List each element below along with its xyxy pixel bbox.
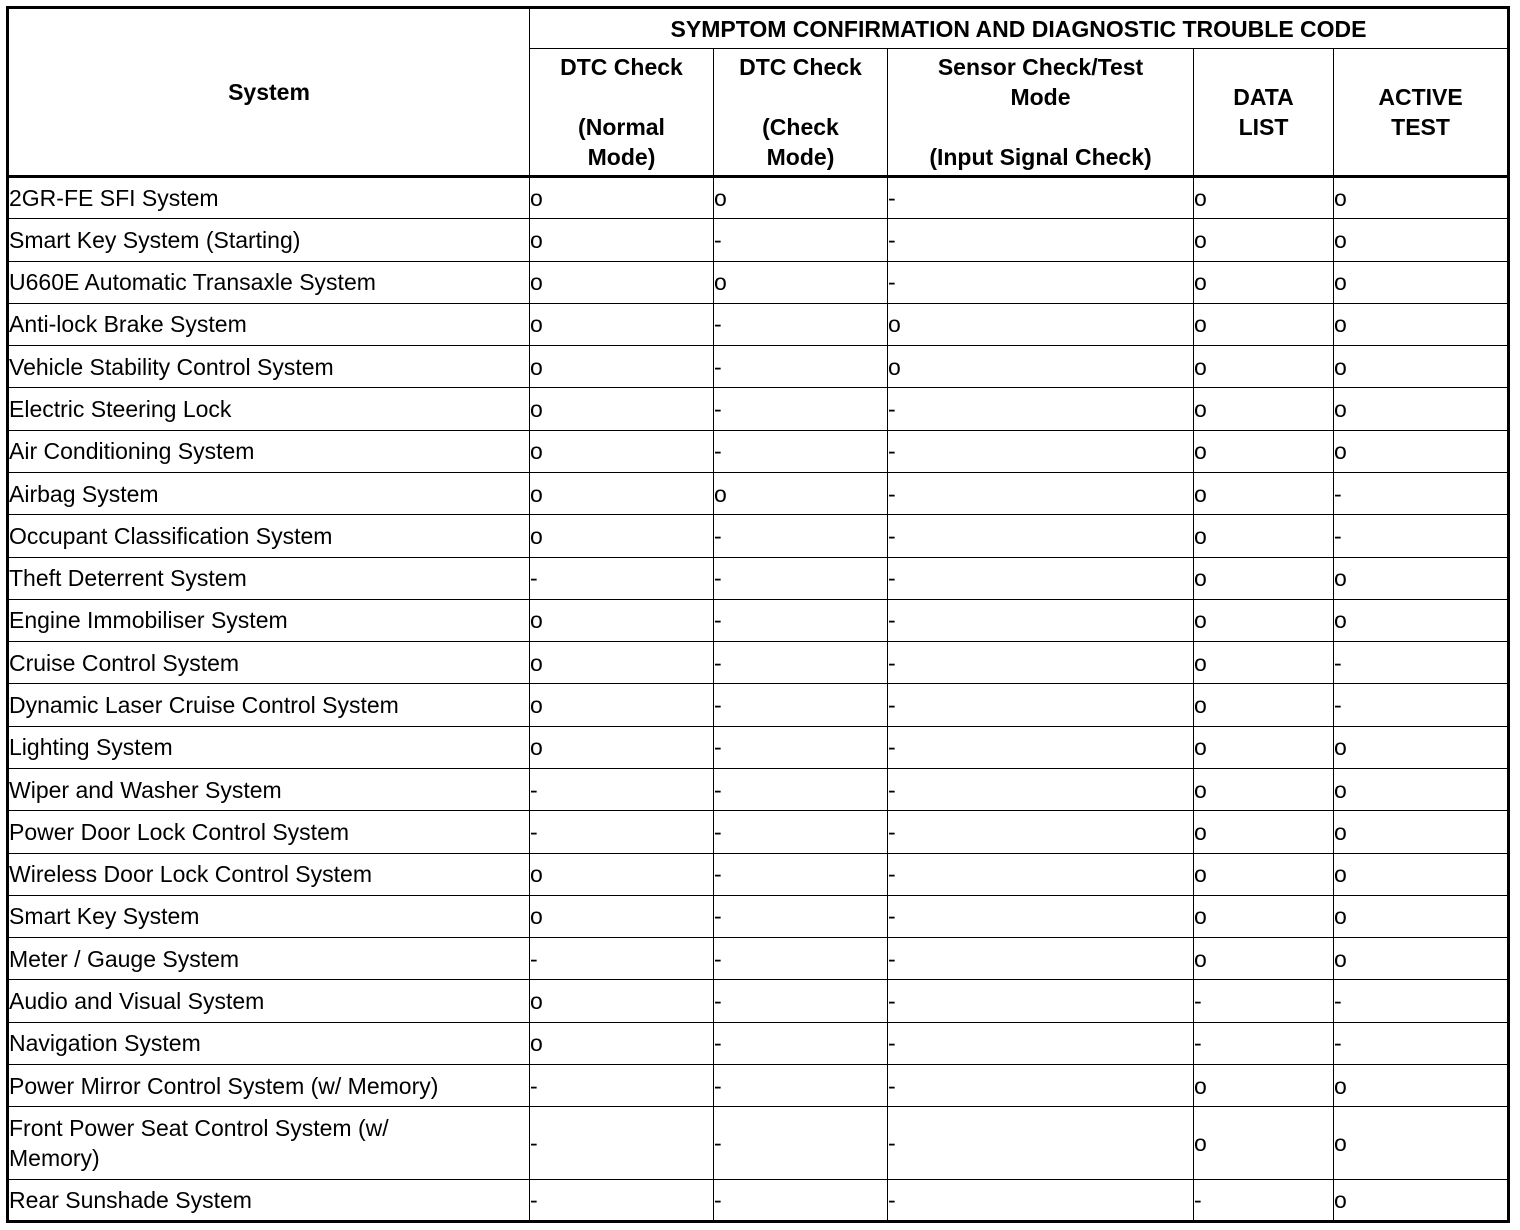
value-cell: - (1334, 980, 1509, 1022)
value-cell: o (1194, 557, 1334, 599)
value-cell: o (1194, 768, 1334, 810)
value-cell: - (714, 430, 888, 472)
value-cell: o (1334, 261, 1509, 303)
value-cell: o (1194, 642, 1334, 684)
system-name-cell: Rear Sunshade System (8, 1179, 530, 1221)
value-cell: - (888, 938, 1194, 980)
value-cell: - (714, 388, 888, 430)
table-row (8, 388, 1509, 430)
value-cell: o (530, 853, 714, 895)
value-cell: - (530, 768, 714, 810)
value-cell: o (530, 642, 714, 684)
value-cell: o (1334, 557, 1509, 599)
value-cell: o (714, 177, 888, 219)
value-cell: - (530, 1064, 714, 1106)
value-cell: o (530, 346, 714, 388)
value-cell: o (1194, 219, 1334, 261)
system-name-cell: Theft Deterrent System (8, 557, 530, 599)
value-cell: - (1194, 980, 1334, 1022)
value-cell: o (1334, 726, 1509, 768)
value-cell: - (714, 557, 888, 599)
col-header-data-list: DATA LIST (1194, 49, 1334, 177)
value-cell: - (1194, 1179, 1334, 1221)
value-cell: o (1194, 895, 1334, 937)
value-cell: o (530, 430, 714, 472)
value-cell: o (1334, 1064, 1509, 1106)
value-cell: - (714, 980, 888, 1022)
value-cell: o (530, 515, 714, 557)
table-row (8, 1064, 1509, 1106)
value-cell: o (1334, 1107, 1509, 1179)
value-cell: - (1334, 1022, 1509, 1064)
table-row (8, 303, 1509, 345)
value-cell: o (1194, 515, 1334, 557)
value-cell: o (1334, 388, 1509, 430)
value-cell: - (888, 684, 1194, 726)
system-name-cell: Dynamic Laser Cruise Control System (8, 684, 530, 726)
value-cell: o (1194, 1064, 1334, 1106)
value-cell: - (1334, 472, 1509, 514)
system-name-cell: Front Power Seat Control System (w/ Memory) (8, 1107, 530, 1179)
system-name-cell: Airbag System (8, 472, 530, 514)
table-row (8, 515, 1509, 557)
value-cell: - (1334, 515, 1509, 557)
value-cell: - (530, 811, 714, 853)
value-cell: - (530, 938, 714, 980)
value-cell: - (888, 1022, 1194, 1064)
value-cell: - (1334, 642, 1509, 684)
value-cell: - (530, 557, 714, 599)
value-cell: - (714, 515, 888, 557)
value-cell: - (888, 1107, 1194, 1179)
value-cell: - (888, 261, 1194, 303)
system-name-cell: Occupant Classification System (8, 515, 530, 557)
value-cell: - (714, 599, 888, 641)
system-name-cell: Smart Key System (8, 895, 530, 937)
value-cell: - (888, 599, 1194, 641)
value-cell: o (530, 303, 714, 345)
system-name-cell: Electric Steering Lock (8, 388, 530, 430)
table-row (8, 346, 1509, 388)
system-name-cell: Engine Immobiliser System (8, 599, 530, 641)
value-cell: - (888, 980, 1194, 1022)
value-cell: o (714, 472, 888, 514)
table-row (8, 1022, 1509, 1064)
table-row (8, 811, 1509, 853)
value-cell: - (888, 472, 1194, 514)
value-cell: o (1194, 346, 1334, 388)
value-cell: - (888, 430, 1194, 472)
table-row (8, 261, 1509, 303)
system-name-cell: Smart Key System (Starting) (8, 219, 530, 261)
value-cell: o (1334, 938, 1509, 980)
system-header: System (8, 8, 530, 177)
value-cell: - (714, 303, 888, 345)
table-row (8, 684, 1509, 726)
value-cell: o (1194, 726, 1334, 768)
system-name-cell: U660E Automatic Transaxle System (8, 261, 530, 303)
value-cell: - (714, 938, 888, 980)
value-cell: - (714, 219, 888, 261)
value-cell: o (1194, 599, 1334, 641)
table-row (8, 980, 1509, 1022)
value-cell: - (714, 642, 888, 684)
table-row (8, 219, 1509, 261)
value-cell: o (1334, 811, 1509, 853)
value-cell: o (530, 177, 714, 219)
value-cell: o (888, 303, 1194, 345)
value-cell: - (714, 895, 888, 937)
value-cell: - (530, 1107, 714, 1179)
value-cell: - (714, 726, 888, 768)
value-cell: - (888, 1179, 1194, 1221)
value-cell: o (530, 599, 714, 641)
value-cell: o (530, 261, 714, 303)
table-row (8, 430, 1509, 472)
table-row (8, 1179, 1509, 1221)
system-name-cell: Audio and Visual System (8, 980, 530, 1022)
system-name-cell: 2GR-FE SFI System (8, 177, 530, 219)
system-name-cell: Navigation System (8, 1022, 530, 1064)
col-header-dtc-check: DTC Check (Check Mode) (714, 49, 888, 177)
value-cell: - (888, 219, 1194, 261)
value-cell: o (530, 895, 714, 937)
system-name-cell: Power Mirror Control System (w/ Memory) (8, 1064, 530, 1106)
table-row (8, 726, 1509, 768)
col-header-sensor-check: Sensor Check/Test Mode (Input Signal Check) (888, 49, 1194, 177)
value-cell: - (888, 388, 1194, 430)
col-header-active-test: ACTIVE TEST (1334, 49, 1509, 177)
value-cell: o (714, 261, 888, 303)
table-row (8, 472, 1509, 514)
value-cell: o (1194, 853, 1334, 895)
value-cell: o (530, 726, 714, 768)
table-row (8, 599, 1509, 641)
value-cell: - (888, 177, 1194, 219)
table-row (8, 768, 1509, 810)
value-cell: o (530, 388, 714, 430)
value-cell: - (714, 768, 888, 810)
value-cell: - (888, 853, 1194, 895)
table-row (8, 853, 1509, 895)
value-cell: - (1194, 1022, 1334, 1064)
value-cell: o (1194, 472, 1334, 514)
value-cell: - (888, 768, 1194, 810)
value-cell: o (1194, 177, 1334, 219)
value-cell: o (1194, 1107, 1334, 1179)
value-cell: o (1334, 430, 1509, 472)
table-row (8, 895, 1509, 937)
value-cell: - (714, 1064, 888, 1106)
value-cell: - (888, 515, 1194, 557)
value-cell: o (530, 472, 714, 514)
value-cell: o (1194, 388, 1334, 430)
system-name-cell: Wireless Door Lock Control System (8, 853, 530, 895)
value-cell: - (888, 726, 1194, 768)
value-cell: - (888, 895, 1194, 937)
value-cell: o (1334, 895, 1509, 937)
value-cell: o (1334, 177, 1509, 219)
system-name-cell: Wiper and Washer System (8, 768, 530, 810)
value-cell: - (1334, 684, 1509, 726)
system-name-cell: Cruise Control System (8, 642, 530, 684)
value-cell: o (888, 346, 1194, 388)
table-row (8, 938, 1509, 980)
group-header: SYMPTOM CONFIRMATION AND DIAGNOSTIC TROUBLE CODE (530, 8, 1509, 49)
value-cell: o (1194, 261, 1334, 303)
value-cell: - (714, 684, 888, 726)
table-row (8, 177, 1509, 219)
value-cell: - (888, 557, 1194, 599)
value-cell: o (1334, 853, 1509, 895)
value-cell: - (714, 853, 888, 895)
value-cell: o (530, 219, 714, 261)
value-cell: o (1334, 599, 1509, 641)
system-name-cell: Meter / Gauge System (8, 938, 530, 980)
value-cell: - (888, 811, 1194, 853)
diagnostic-table (6, 6, 1510, 1223)
value-cell: - (714, 811, 888, 853)
system-name-cell: Power Door Lock Control System (8, 811, 530, 853)
system-name-cell: Air Conditioning System (8, 430, 530, 472)
value-cell: - (714, 346, 888, 388)
value-cell: o (1194, 303, 1334, 345)
value-cell: - (888, 1064, 1194, 1106)
value-cell: - (888, 642, 1194, 684)
value-cell: - (714, 1107, 888, 1179)
value-cell: o (1334, 219, 1509, 261)
value-cell: - (714, 1179, 888, 1221)
value-cell: o (530, 684, 714, 726)
value-cell: - (530, 1179, 714, 1221)
value-cell: o (530, 980, 714, 1022)
value-cell: o (1334, 768, 1509, 810)
table-body (8, 177, 1509, 1222)
system-name-cell: Anti-lock Brake System (8, 303, 530, 345)
value-cell: o (1194, 938, 1334, 980)
table-row (8, 1107, 1509, 1179)
value-cell: o (530, 1022, 714, 1064)
value-cell: - (714, 1022, 888, 1064)
table-row (8, 642, 1509, 684)
value-cell: o (1194, 430, 1334, 472)
table-row (8, 557, 1509, 599)
value-cell: o (1334, 303, 1509, 345)
system-name-cell: Vehicle Stability Control System (8, 346, 530, 388)
system-name-cell: Lighting System (8, 726, 530, 768)
value-cell: o (1334, 346, 1509, 388)
value-cell: o (1194, 811, 1334, 853)
value-cell: o (1194, 684, 1334, 726)
value-cell: o (1334, 1179, 1509, 1221)
col-header-dtc-normal: DTC Check (Normal Mode) (530, 49, 714, 177)
